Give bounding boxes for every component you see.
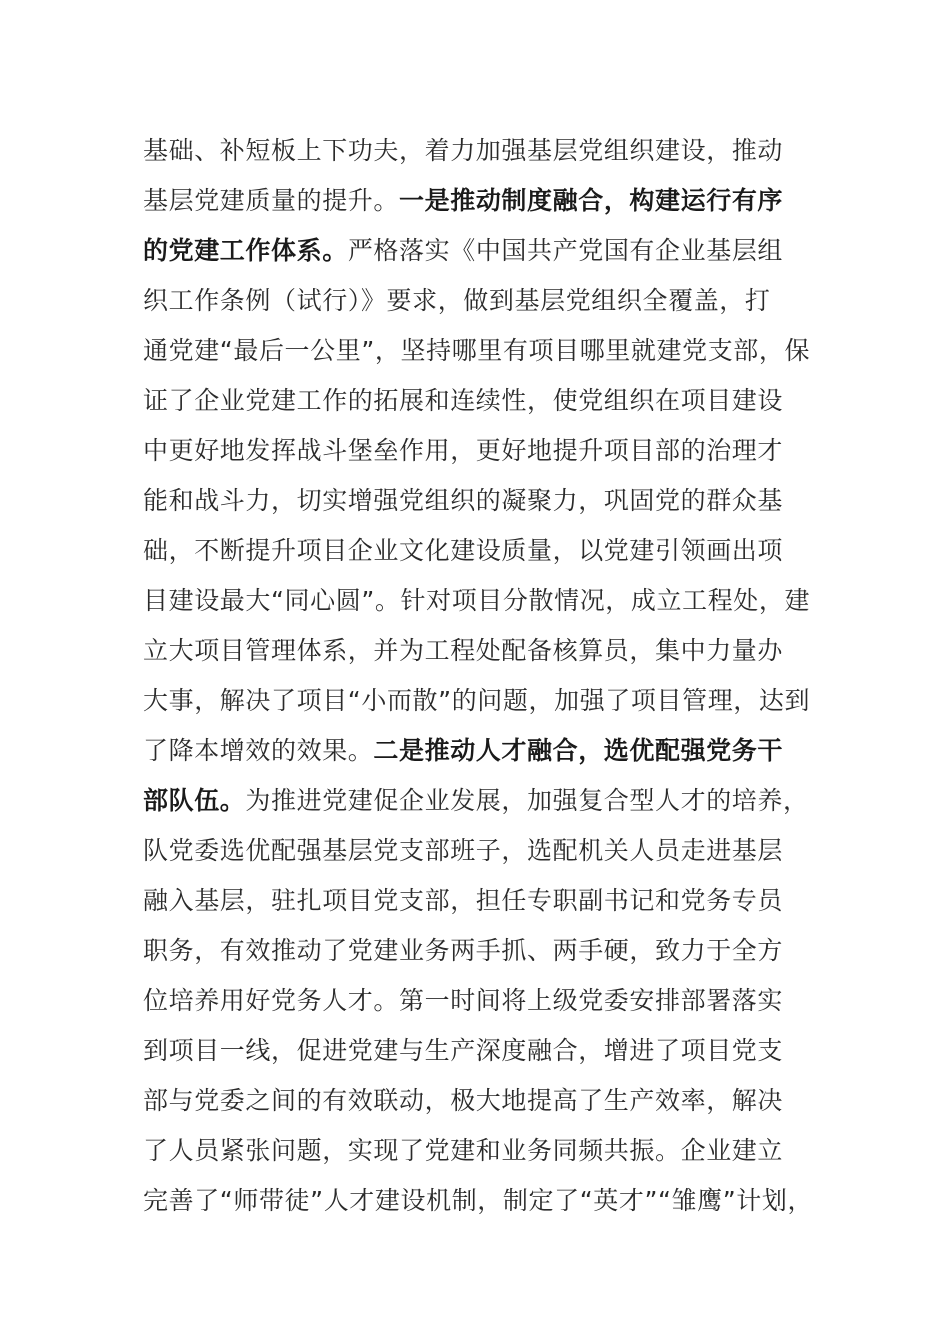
body-text: 证了企业党建工作的拓展和连续性，使党组织在项目建设 — [143, 386, 784, 415]
text-line — [143, 826, 843, 876]
text-line — [143, 926, 843, 976]
text-line — [143, 1026, 843, 1076]
text-line — [143, 526, 843, 576]
bold-heading-text: 部队伍。 — [143, 786, 246, 815]
text-line — [143, 676, 843, 726]
body-text: 织工作条例（试行）》要求，做到基层党组织全覆盖，打 — [143, 286, 771, 315]
body-text: 融入基层，驻扎项目党支部，担任专职副书记和党务专员 — [143, 886, 784, 915]
text-line — [143, 726, 843, 776]
body-text: 中更好地发挥战斗堡垒作用，更好地提升项目部的治理才 — [143, 436, 784, 465]
text-line — [143, 276, 843, 326]
text-line — [143, 226, 843, 276]
bold-heading-text: 一是推动制度融合，构建运行有序 — [399, 186, 784, 215]
text-line — [143, 376, 843, 426]
body-text: 完善了“师带徒”人才建设机制，制定了“英才”“雏鹰”计划， — [143, 1186, 814, 1215]
body-paragraph — [143, 126, 843, 1226]
text-line — [143, 976, 843, 1026]
text-line — [143, 426, 843, 476]
text-line — [143, 326, 843, 376]
body-text: 为推进党建促企业发展，加强复合型人才的培养， — [245, 786, 809, 815]
text-line — [143, 126, 843, 176]
text-line — [143, 1076, 843, 1126]
body-text: 职务，有效推动了党建业务两手抓、两手硬，致力于全方 — [143, 936, 784, 965]
body-text: 严格落实《中国共产党国有企业基层组 — [347, 236, 784, 265]
body-text: 部与党委之间的有效联动，极大地提高了生产效率，解决 — [143, 1086, 784, 1115]
body-text: 通党建“最后一公里”，坚持哪里有项目哪里就建党支部，保 — [143, 336, 811, 365]
text-line — [143, 876, 843, 926]
text-line — [143, 576, 843, 626]
body-text: 能和战斗力，切实增强党组织的凝聚力，巩固党的群众基 — [143, 486, 784, 515]
body-text: 目建设最大“同心圆”。针对项目分散情况，成立工程处，建 — [143, 586, 811, 615]
text-line — [143, 1126, 843, 1176]
body-text: 大事，解决了项目“小而散”的问题，加强了项目管理，达到 — [143, 686, 811, 715]
text-line — [143, 776, 843, 826]
body-text: 础，不断提升项目企业文化建设质量，以党建引领画出项 — [143, 536, 784, 565]
body-text: 基层党建质量的提升。 — [143, 186, 400, 215]
bold-heading-text: 的党建工作体系。 — [143, 236, 348, 265]
text-line — [143, 1176, 843, 1226]
text-line — [143, 176, 843, 226]
bold-heading-text: 二是推动人才融合，选优配强党务干 — [373, 736, 784, 765]
body-text: 基础、补短板上下功夫，着力加强基层党组织建设，推动 — [143, 136, 784, 165]
text-line — [143, 626, 843, 676]
body-text: 了人员紧张问题，实现了党建和业务同频共振。企业建立 — [143, 1136, 784, 1165]
body-text: 了降本增效的效果。 — [143, 736, 374, 765]
body-text: 到项目一线，促进党建与生产深度融合，增进了项目党支 — [143, 1036, 784, 1065]
body-text: 立大项目管理体系，并为工程处配备核算员，集中力量办 — [143, 636, 784, 665]
text-line — [143, 476, 843, 526]
body-text: 位培养用好党务人才。第一时间将上级党委安排部署落实 — [143, 986, 784, 1015]
body-text: 队党委选优配强基层党支部班子，选配机关人员走进基层 — [143, 836, 784, 865]
